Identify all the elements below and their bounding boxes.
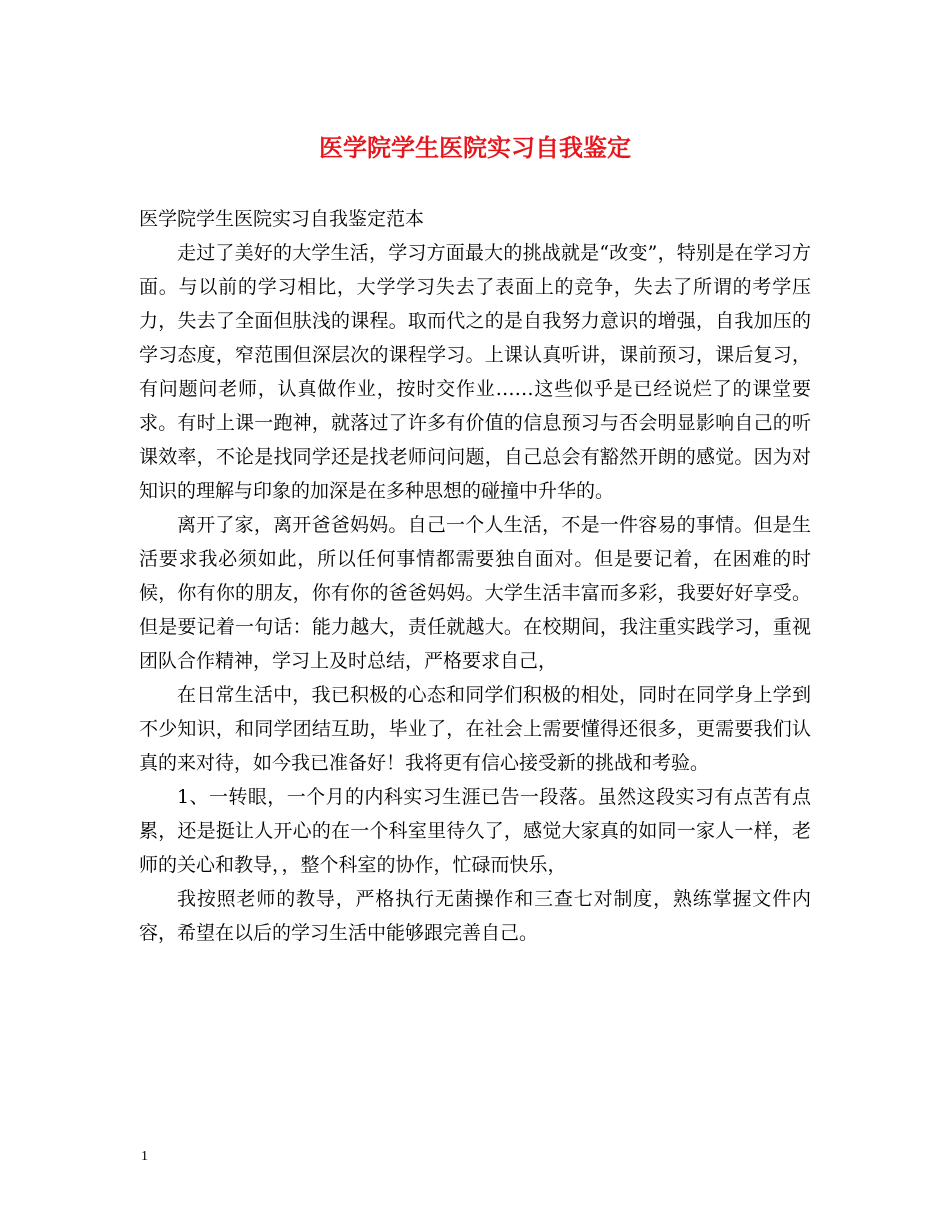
body-paragraph-4: 1、一转眼，一个月的内科实习生涯已告一段落。虽然这段实习有点苦有点累，还是挺让人开心的在一个科室里待久了，感觉大家真的如同一家人一样，老师的关心和教导，，整个科室的协作，忙碌而快乐， xyxy=(139,786,811,876)
body-paragraph-2: 离开了家，离开爸爸妈妈。自己一个人生活，不是一件容易的事情。但是生活要求我必须如此，所以任何事情都需要独自面对。但是要记着，在困难的时候，你有你的朋友，你有你的爸爸妈妈。大学生活丰富而多彩，我要好好享受。但是要记着一句话：能力越大，责任就越大。在校期间，我注重实践学习，重视团队合作精神，学习上及时总结，严格要求自己， xyxy=(139,514,811,672)
body-paragraph-5: 我按照老师的教导，严格执行无菌操作和三查七对制度，熟练掌握文件内容，希望在以后的学习生活中能够跟完善自己。 xyxy=(139,888,811,944)
page-number: 1 xyxy=(141,1149,148,1164)
body-paragraph-1: 走过了美好的大学生活，学习方面最大的挑战就是“改变”，特别是在学习方面。与以前的学习相比，大学学习失去了表面上的竞争，失去了所谓的考学压力，失去了全面但肤浅的课程。取而代之的是自我努力意识的增强，自我加压的学习态度，窄范围但深层次的课程学习。上课认真听讲，课前预习，课后复习，有问题问老师，认真做作业，按时交作业……这些似乎是已经说烂了的课堂要求。有时上课一跑神，就落过了许多有价值的信息预习与否会明显影响自己的听课效率，不论是找同学还是找老师问问题，自己总会有豁然开朗的感觉。因为对知识的理解与印象的加深是在多种思想的碰撞中升华的。 xyxy=(139,242,811,502)
body-paragraph-3: 在日常生活中，我已积极的心态和同学们积极的相处，同时在同学身上学到不少知识，和同学团结互助，毕业了，在社会上需要懂得还很多，更需要我们认真的来对待，如今我已准备好！我将更有信心接受新的挑战和考验。 xyxy=(139,684,811,774)
document-body xyxy=(139,202,811,950)
document-subtitle: 医学院学生医院实习自我鉴定范本 xyxy=(139,208,425,230)
document-title: 医学院学生医院实习自我鉴定 xyxy=(319,133,631,162)
